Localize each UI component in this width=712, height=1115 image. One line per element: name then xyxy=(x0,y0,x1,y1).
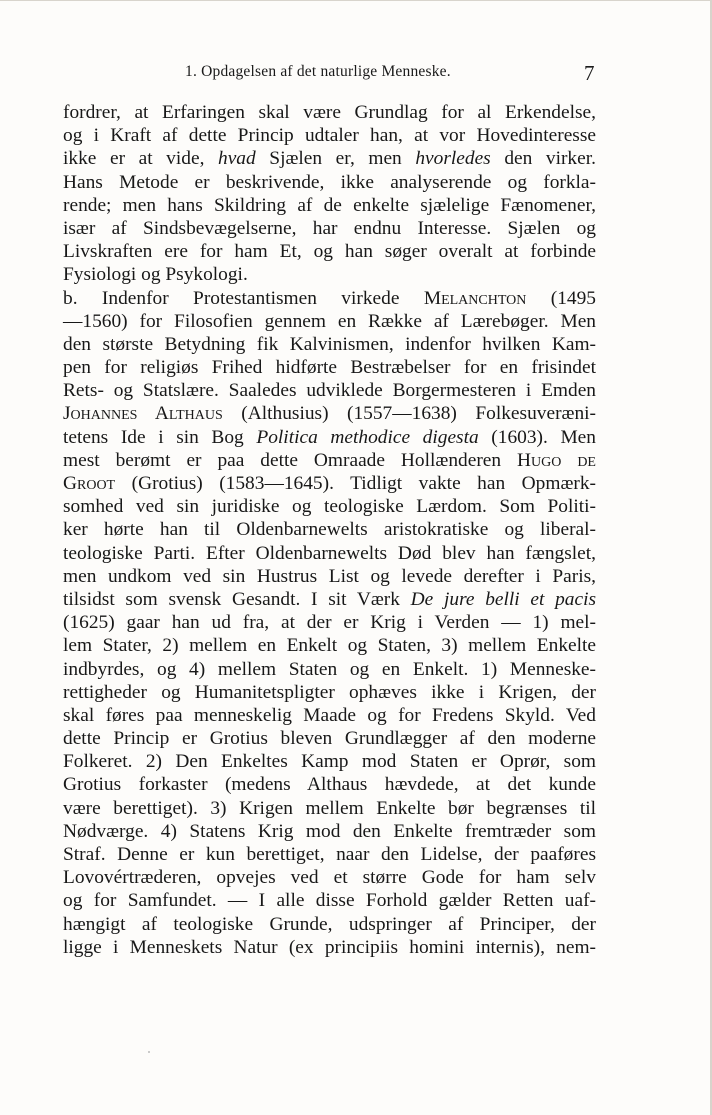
text-line xyxy=(63,240,596,263)
text-run: Livskraften ere for ham Et, og han søger overalt at forbinde xyxy=(63,241,596,263)
text-line xyxy=(63,171,596,194)
text-line xyxy=(63,101,596,124)
text-run: ligge i Menneskets Natur (ex principiis homini internis), nem- xyxy=(63,936,596,958)
text-run: Sjælen er, men xyxy=(255,148,416,170)
text-run: (Grotius) (1583—1645). Tidligt vakte han Opmærk- xyxy=(115,473,596,494)
text-run: indbyrdes, og 4) mellem Staten og en Enkelt. 1) Menneske- xyxy=(63,658,596,680)
text-line xyxy=(63,449,596,472)
text-run: den virker. xyxy=(490,148,596,170)
running-head: 1. Opdagelsen af det naturlige Menneske. xyxy=(185,63,451,80)
text-run: rende; men hans Skildring af de enkelte sjælelige Fænomener, xyxy=(63,194,596,216)
text-line xyxy=(63,495,596,518)
text-line xyxy=(63,379,596,402)
text-run: rettigheder og Humanitetspligter ophæves ikke i Krigen, der xyxy=(63,681,596,703)
small-caps-name: Hugo de xyxy=(517,449,596,471)
italic-text: hvad xyxy=(218,148,256,170)
text-run: (1495 xyxy=(526,287,596,309)
text-line xyxy=(63,287,596,310)
text-line xyxy=(63,704,596,727)
italic-text: Politica methodice digesta xyxy=(256,426,479,448)
text-run: Fysiologi og Psykologi. xyxy=(63,264,248,286)
text-line xyxy=(63,611,596,634)
text-run: være berettiget). 3) Krigen mellem Enkelte bør begrænses til xyxy=(63,797,596,819)
text-line xyxy=(63,472,596,495)
text-line xyxy=(63,658,596,681)
text-line xyxy=(63,217,596,240)
text-line xyxy=(63,518,596,541)
text-line xyxy=(63,263,596,286)
text-line xyxy=(63,936,596,959)
text-line xyxy=(63,750,596,773)
text-run: Straf. Denne er kun berettiget, naar den Lidelse, der paaføres xyxy=(63,844,596,865)
text-run: Grotius forkaster (medens Althaus hævdede, at det kunde xyxy=(63,774,596,796)
text-run: men undkom ved sin Hustrus List og levede derefter i Paris, xyxy=(63,565,596,587)
text-line xyxy=(63,356,596,379)
text-run: ker hørte han til Oldenbarnewelts aristokratiske og liberal- xyxy=(63,519,596,541)
text-run: b. Indenfor Protestantismen virkede xyxy=(63,287,424,309)
text-run: mest berømt er paa dette Omraade Hollænderen xyxy=(63,449,518,471)
small-caps-name: Melanchton xyxy=(423,287,527,309)
text-line xyxy=(63,634,596,657)
text-line xyxy=(63,889,596,912)
text-run: lem Stater, 2) mellem en Enkelt og Staten, 3) mellem Enkelte xyxy=(63,635,596,657)
text-line xyxy=(63,843,596,866)
text-run: dette Princip er Grotius bleven Grundlægger af den moderne xyxy=(63,728,596,750)
text-run: —1560) for Filosofien gennem en Række af Lærebøger. Men xyxy=(63,310,596,332)
text-run: Rets- og Statslære. Saaledes udviklede Borgermesteren i Emden xyxy=(63,380,596,402)
text-run: fordrer, at Erfaringen skal være Grundlag for al Erkendelse, xyxy=(63,102,596,123)
text-line xyxy=(63,681,596,704)
small-caps-name: Johannes Althaus xyxy=(63,403,223,425)
text-run: Nødværge. 4) Statens Krig mod den Enkelte fremtræder som xyxy=(63,820,596,842)
text-run: teologiske Parti. Efter Oldenbarnewelts Død blev han fængslet, xyxy=(63,542,596,564)
text-run: og i Kraft af dette Princip udtaler han, at vor Hovedinteresse xyxy=(63,125,596,147)
text-run: pen for religiøs Frihed hidførte Bestræbelser for en frisindet xyxy=(63,357,596,379)
text-line xyxy=(63,426,596,449)
text-run: (1625) gaar han ud fra, at der er Krig i Verden — 1) mel- xyxy=(63,612,596,634)
body-text xyxy=(63,101,596,959)
text-run: især af Sindsbevægelserne, har endnu Interesse. Sjælen og xyxy=(63,217,596,239)
text-line xyxy=(63,727,596,750)
text-run: Folkeret. 2) Den Enkeltes Kamp mod Staten er Oprør, som xyxy=(63,751,596,773)
paper-speck xyxy=(148,1051,150,1053)
text-run: ikke er at vide, xyxy=(63,148,218,170)
text-run: tetens Ide i sin Bog xyxy=(63,426,257,448)
text-line xyxy=(63,565,596,588)
text-run: den største Betydning fik Kalvinismen, indenfor hvilken Kam- xyxy=(63,333,596,355)
text-line xyxy=(63,773,596,796)
text-run: Lovovértræderen, opvejes ved et større Gode for ham selv xyxy=(63,867,596,889)
page-number: 7 xyxy=(584,61,595,85)
text-run: tilsidst som svensk Gesandt. I sit Værk xyxy=(63,588,411,610)
text-run: (Althusius) (1557—1638) Folkesuveræni- xyxy=(222,403,597,425)
text-line xyxy=(63,124,596,147)
text-run: somhed ved sin juridiske og teologiske Lærdom. Som Politi- xyxy=(63,496,596,518)
text-line xyxy=(63,820,596,843)
text-line xyxy=(63,147,596,170)
text-line xyxy=(63,797,596,820)
italic-text: hvorledes xyxy=(415,148,491,170)
italic-text: De jure belli et pacis xyxy=(410,588,597,610)
text-line xyxy=(63,194,596,217)
text-line xyxy=(63,913,596,936)
text-run: og for Samfundet. — I alle disse Forhold gælder Retten uaf- xyxy=(63,890,596,912)
text-line xyxy=(63,588,596,611)
text-run: hængigt af teologiske Grunde, udspringer af Principer, der xyxy=(63,913,596,935)
text-run: Hans Metode er beskrivende, ikke analyserende og forkla- xyxy=(63,171,596,193)
text-run: skal føres paa menneskelig Maade og for Fredens Skyld. Ved xyxy=(63,704,596,726)
text-line xyxy=(63,866,596,889)
text-run: (1603). Men xyxy=(478,426,596,448)
text-line xyxy=(63,402,596,425)
text-line xyxy=(63,542,596,565)
small-caps-name: Groot xyxy=(63,473,116,494)
text-line xyxy=(63,333,596,356)
text-line xyxy=(63,310,596,333)
